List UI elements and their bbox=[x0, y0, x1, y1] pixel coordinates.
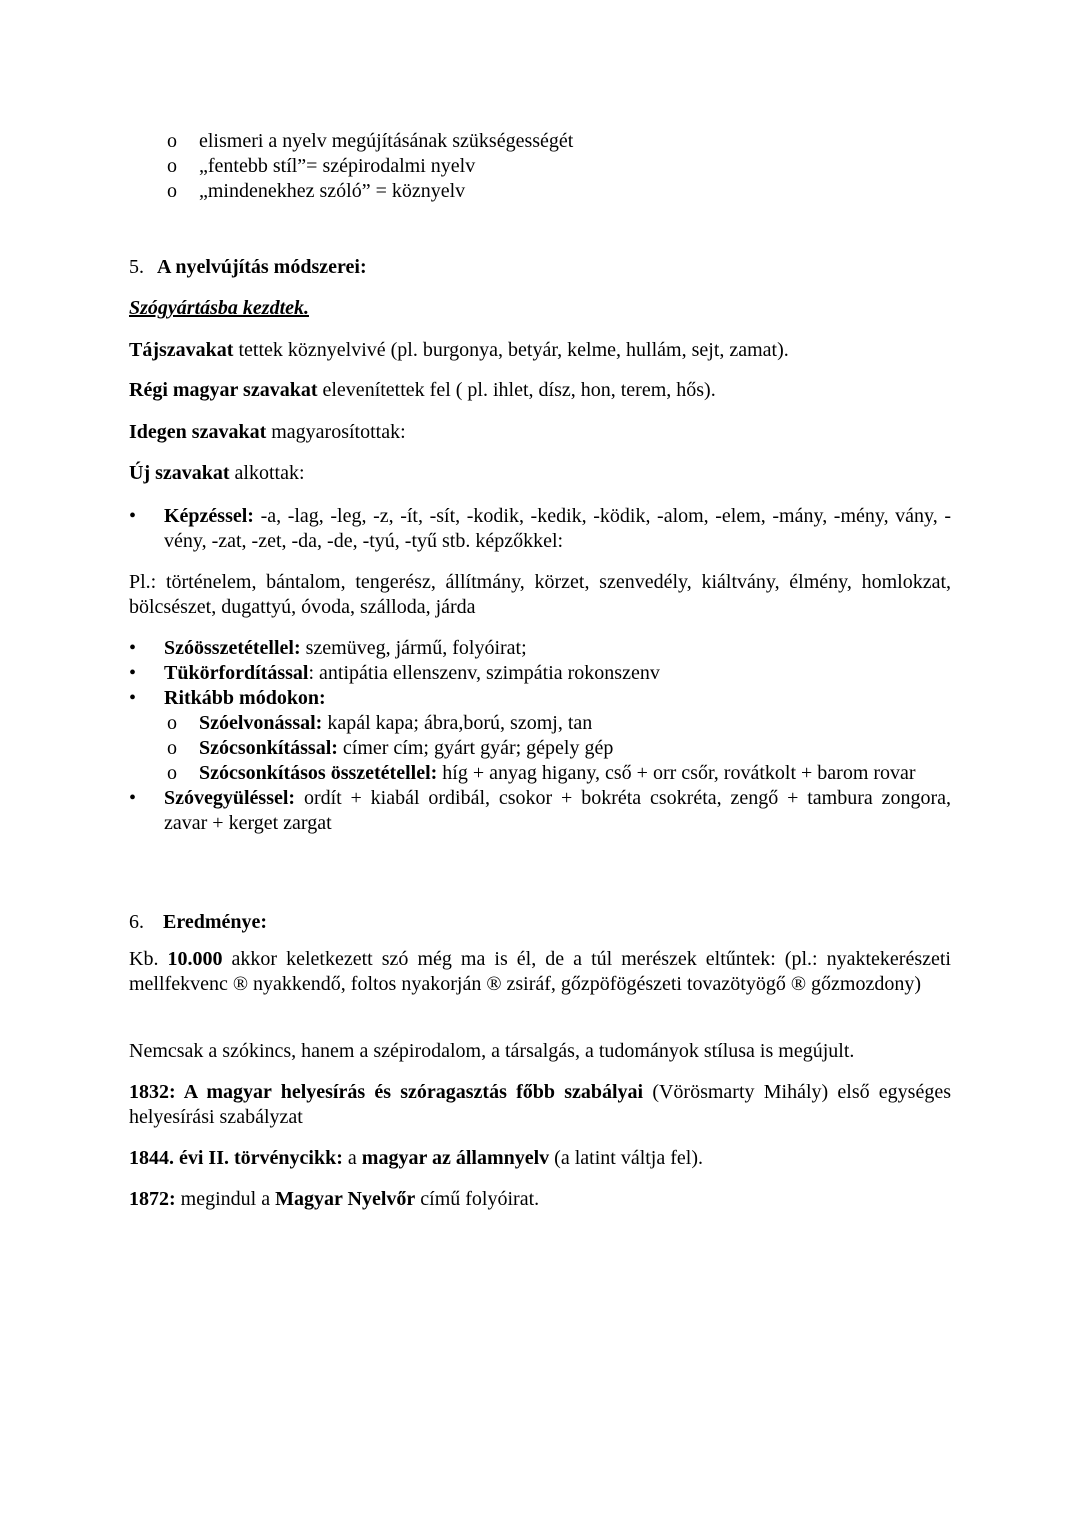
paragraph-text: Pl.: történelem, bántalom, tengerész, állítmány, körzet, szenvedély, kiáltvány, élmény, homlokzat, bölcsészet, dugattyú, óvoda, szálloda, járda bbox=[129, 571, 951, 618]
paragraph-text: (a latint váltja fel). bbox=[549, 1147, 703, 1169]
paragraph-text: Kb. bbox=[129, 948, 168, 970]
bold-term: Szóelvonással: bbox=[199, 712, 323, 734]
list-item-body: címer cím; gyárt gyár; gépely gép bbox=[337, 737, 614, 759]
list-item-text bbox=[199, 761, 951, 786]
top-list bbox=[129, 129, 951, 204]
list-item-body: ordít + kiabál ordibál, csokor + bokréta csokréta, zengő + tambura zongora, zavar + kerget zargat bbox=[164, 787, 951, 834]
list-item bbox=[129, 636, 951, 661]
bullet-icon: • bbox=[129, 662, 137, 684]
circle-bullet-icon: o bbox=[167, 712, 177, 734]
list-item-body: -a, -lag, -leg, -z, -ít, -sít, -kodik, -kedik, -ködik, -alom, -elem, -mány, -mény, vány, -vény, -zat, -zet, -da, -de, -tyú, -tyű stb. képzőkkel: bbox=[164, 505, 951, 552]
list-item bbox=[129, 786, 951, 836]
paragraph bbox=[129, 1080, 951, 1130]
section-number: 6. bbox=[129, 911, 144, 933]
paragraph-text: magyarosítottak: bbox=[266, 421, 406, 443]
list-item-text: „fentebb stíl”= szépirodalmi nyelv bbox=[199, 155, 476, 177]
bold-term: Ritkább módokon: bbox=[164, 687, 326, 709]
bullet-list bbox=[129, 636, 951, 836]
bold-term: Magyar Nyelvőr bbox=[275, 1188, 416, 1210]
bold-term: Képzéssel: bbox=[164, 505, 254, 527]
list-item bbox=[129, 129, 951, 154]
paragraph-text: című folyóirat. bbox=[415, 1188, 540, 1210]
subtitle-text: Szógyártásba kezdtek. bbox=[129, 297, 309, 319]
paragraph bbox=[129, 420, 951, 445]
bold-term: 1872: bbox=[129, 1188, 176, 1210]
section-5-subtitle bbox=[129, 296, 951, 321]
paragraph-text: tettek köznyelvivé (pl. burgonya, betyár, kelme, hullám, sejt, zamat). bbox=[233, 339, 789, 361]
circle-bullet-icon: o bbox=[167, 762, 177, 784]
section-6-heading bbox=[129, 910, 951, 935]
circle-bullet-icon: o bbox=[167, 155, 177, 177]
circle-bullet-icon: o bbox=[167, 737, 177, 759]
bold-term: Tájszavakat bbox=[129, 339, 234, 361]
section-title: Eredménye: bbox=[163, 911, 268, 933]
paragraph bbox=[129, 1039, 951, 1064]
bold-term: Idegen szavakat bbox=[129, 421, 267, 443]
circle-bullet-icon: o bbox=[167, 180, 177, 202]
section-title: A nyelvújítás módszerei: bbox=[157, 256, 367, 278]
circle-bullet-icon: o bbox=[167, 130, 177, 152]
list-item-body: szemüveg, jármű, folyóirat; bbox=[300, 637, 527, 659]
paragraph-text: Nemcsak a szókincs, hanem a szépirodalom, a társalgás, a tudományok stílusa is megújult. bbox=[129, 1040, 855, 1062]
bold-term: 1844. évi II. törvénycikk: bbox=[129, 1147, 343, 1169]
bold-term: 1832: A magyar helyesírás és szóragasztás főbb szabályai bbox=[129, 1081, 644, 1103]
bold-term: Szóvegyüléssel: bbox=[164, 787, 296, 809]
list-item bbox=[129, 661, 951, 686]
list-item-text: elismeri a nyelv megújításának szükségességét bbox=[199, 130, 574, 152]
sub-list-item bbox=[129, 761, 951, 786]
bullet-icon: • bbox=[129, 687, 137, 709]
bold-term: magyar az államnyelv bbox=[361, 1147, 550, 1169]
list-item bbox=[129, 686, 951, 711]
section-number: 5. bbox=[129, 256, 144, 278]
bold-term: 10.000 bbox=[167, 948, 223, 970]
paragraph-text: megindul a bbox=[175, 1188, 276, 1210]
list-item-body: kapál kapa; ábra,ború, szomj, tan bbox=[322, 712, 593, 734]
sub-list-item bbox=[129, 711, 951, 736]
list-item-text bbox=[164, 786, 951, 836]
bold-term: Szócsonkítással: bbox=[199, 737, 338, 759]
paragraph-text: alkottak: bbox=[229, 462, 305, 484]
sub-list-item bbox=[129, 736, 951, 761]
paragraph bbox=[129, 1146, 951, 1171]
list-item bbox=[129, 504, 951, 554]
list-item bbox=[129, 154, 951, 179]
paragraph-text: (Vörösmarty Mihály) első egységes helyesírási szabályzat bbox=[129, 1081, 952, 1128]
paragraph-text: akkor keletkezett szó még ma is él, de a túl merészek eltűntek: (pl.: nyaktekerészeti mellfekvenc ® nyakkendő, foltos nyakorján ® zsiráf, gőzpöfögészeti tovazötyögő ® gőzmozdony) bbox=[129, 948, 951, 995]
paragraph bbox=[129, 1187, 951, 1212]
bullet-icon: • bbox=[129, 787, 137, 809]
list-item-text bbox=[164, 504, 951, 554]
bullet-icon: • bbox=[129, 637, 137, 659]
bullet-icon: • bbox=[129, 505, 137, 527]
paragraph bbox=[129, 461, 951, 486]
paragraph-text: elevenítettek fel ( pl. ihlet, dísz, hon, terem, hős). bbox=[317, 379, 716, 401]
bold-term: Új szavakat bbox=[129, 462, 230, 484]
paragraph bbox=[129, 947, 951, 997]
paragraph bbox=[129, 378, 951, 403]
bold-term: Régi magyar szavakat bbox=[129, 379, 318, 401]
paragraph-text: a bbox=[342, 1147, 362, 1169]
section-5-heading bbox=[129, 255, 951, 280]
list-item bbox=[129, 179, 951, 204]
paragraph bbox=[129, 338, 951, 363]
bold-term: Szócsonkításos összetétellel: bbox=[199, 762, 438, 784]
bold-term: Tükörfordítással bbox=[164, 662, 309, 684]
paragraph bbox=[129, 570, 951, 620]
list-item-body: : antipátia ellenszenv, szimpátia rokonszenv bbox=[308, 662, 660, 684]
bold-term: Szóösszetétellel: bbox=[164, 637, 301, 659]
list-item-body: híg + anyag higany, cső + orr csőr, rovátkolt + barom rovar bbox=[437, 762, 916, 784]
list-item-text: „mindenekhez szóló” = köznyelv bbox=[199, 180, 466, 202]
